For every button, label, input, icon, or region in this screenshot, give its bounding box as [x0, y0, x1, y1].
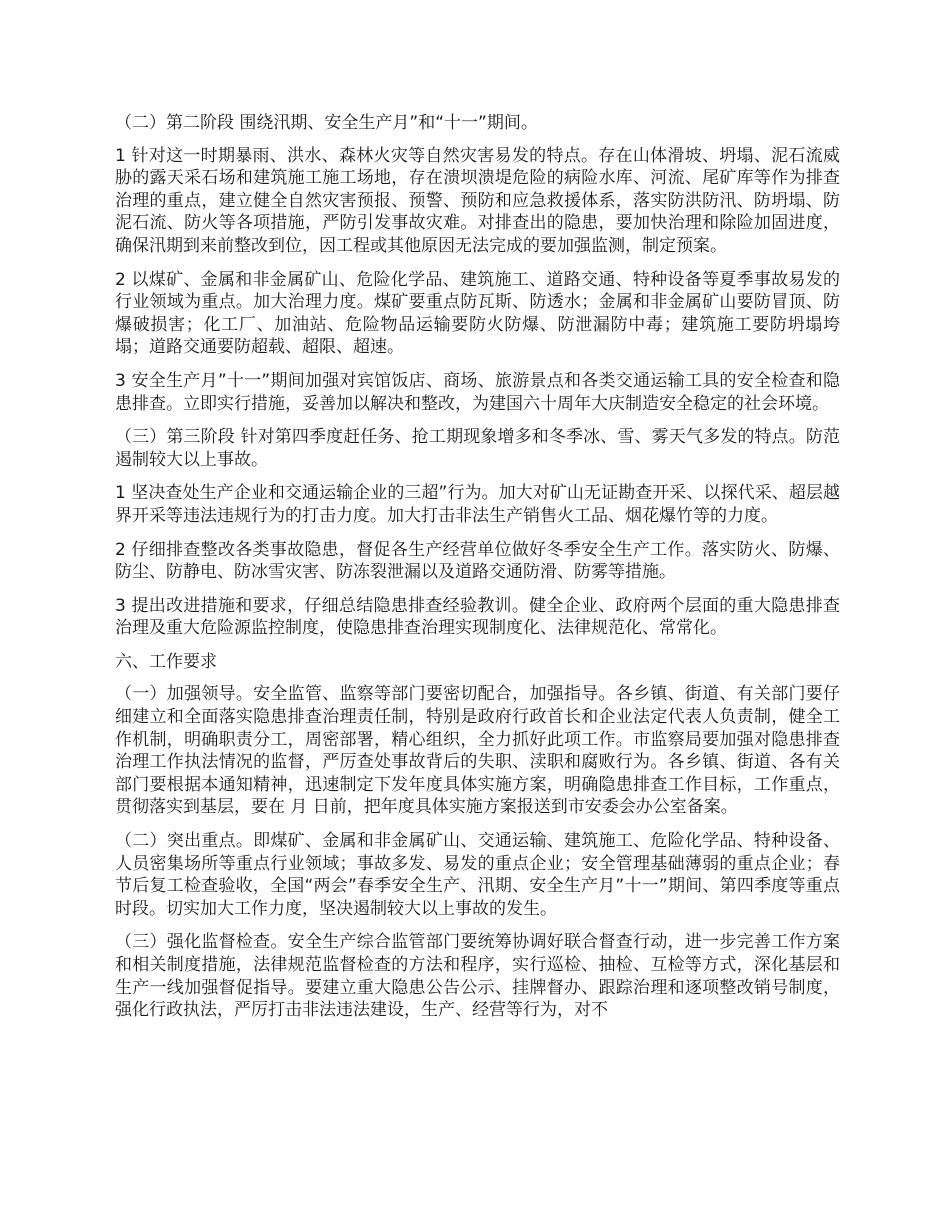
- paragraph-requirement-focus: （二）突出重点。即煤矿、金属和非金属矿山、交通运输、建筑施工、危险化学品、特种设备、人员密集场所等重点行业领域；事故多发、易发的重点企业；安全管理基础薄弱的重点企业；春节后复工检查验收，全国“两会”春季安全生产、汛期、安全生产月”十一”期间、第四季度等重点时段。切实加大工作力度，坚决遏制较大以上事故的发生。: [115, 831, 840, 919]
- section-heading-phase-two: （二）第二阶段 围绕汛期、安全生产月”和“十一”期间。: [115, 113, 538, 133]
- paragraph-requirement-supervision: （三）强化监督检查。安全生产综合监管部门要统筹协调好联合督查行动，进一步完善工作方案和相关制度措施，法律规范监督检查的方法和程序，实行巡检、抽检、互检等方式，深化基层和生产一线加强督促指导。要建立重大隐患公告公示、挂牌督办、跟踪治理和逐项整改销号制度，强化行政执法，严厉打击非法违法建设，生产、经营等行为，对不: [115, 932, 840, 1021]
- section-heading-work-requirements: 六、工作要求: [115, 651, 217, 672]
- document-body: [115, 112, 840, 1033]
- paragraph-phase-two-item-1: 1 针对这一时期暴雨、洪水、森林火灾等自然灾害易发的特点。存在山体滑坡、坍塌、泥石流威胁的露天采石场和建筑施工施工场地，存在溃坝溃堤危险的病险水库、河流、尾矿库等作为排查治理的重点，建立健全自然灾害预报、预警、预防和应急救援体系，落实防洪防汛、防坍塌、防泥石流、防火等各项措施，严防引发事故灾难。对排查出的隐患，要加快治理和除险加固进度，确保汛期到来前整改到位，因工程或其他原因无法完成的要加强监测，制定预案。: [115, 145, 840, 256]
- paragraph-requirement-leadership: （一）加强领导。安全监管、监察等部门要密切配合，加强指导。各乡镇、街道、有关部门要仔细建立和全面落实隐患排查治理责任制，特别是政府行政首长和企业法定代表人负责制，健全工作机制，明确职责分工，周密部署，精心组织，全力抓好此项工作。市监察局要加强对隐患排查治理工作执法情况的监督，严厉查处事故背后的失职、渎职和腐败行为。各乡镇、街道、各有关部门要根据本通知精神，迅速制定下发年度具体实施方案，明确隐患排查工作目标，工作重点，贯彻落实到基层，要在 月 日前，把年度具体实施方案报送到市安委会办公室备案。: [115, 684, 840, 818]
- paragraph-phase-two-item-2: 2 以煤矿、金属和非金属矿山、危险化学品、建筑施工、道路交通、特种设备等夏季事故易发的行业领域为重点。加大治理力度。煤矿要重点防瓦斯、防透水；金属和非金属矿山要防冒顶、防爆破损害；化工厂、加油站、危险物品运输要防火防爆、防泄漏防中毒；建筑施工要防坍塌垮塌；道路交通要防超载、超限、超速。: [115, 269, 840, 358]
- paragraph-phase-two-item-3: 3 安全生产月”十一”期间加强对宾馆饭店、商场、旅游景点和各类交通运输工具的安全检查和隐患排查。立即实行措施，妥善加以解决和整改，为建国六十周年大庆制造安全稳定的社会环境。: [115, 370, 840, 414]
- paragraph-phase-three-item-2: 2 仔细排查整改各类事故隐患，督促各生产经营单位做好冬季安全生产工作。落实防火、防爆、防尘、防静电、防冰雪灾害、防冻裂泄漏以及道路交通防滑、防雾等措施。: [115, 539, 840, 583]
- paragraph-phase-three-item-1: 1 坚决查处生产企业和交通运输企业的三超”行为。加大对矿山无证勘查开采、以探代采、超层越界开采等违法违规行为的打击力度。加大打击非法生产销售火工品、烟花爆竹等的力度。: [115, 483, 840, 526]
- paragraph-phase-three-item-3: 3 提出改进措施和要求，仔细总结隐患排查经验教训。健全企业、政府两个层面的重大隐患排查治理及重大危险源监控制度，使隐患排查治理实现制度化、法律规范化、常常化。: [115, 595, 840, 639]
- section-heading-phase-three: （三）第三阶段 针对第四季度赶任务、抢工期现象增多和冬季冰、雪、雾天气多发的特点。防范遏制较大以上事故。: [115, 427, 840, 470]
